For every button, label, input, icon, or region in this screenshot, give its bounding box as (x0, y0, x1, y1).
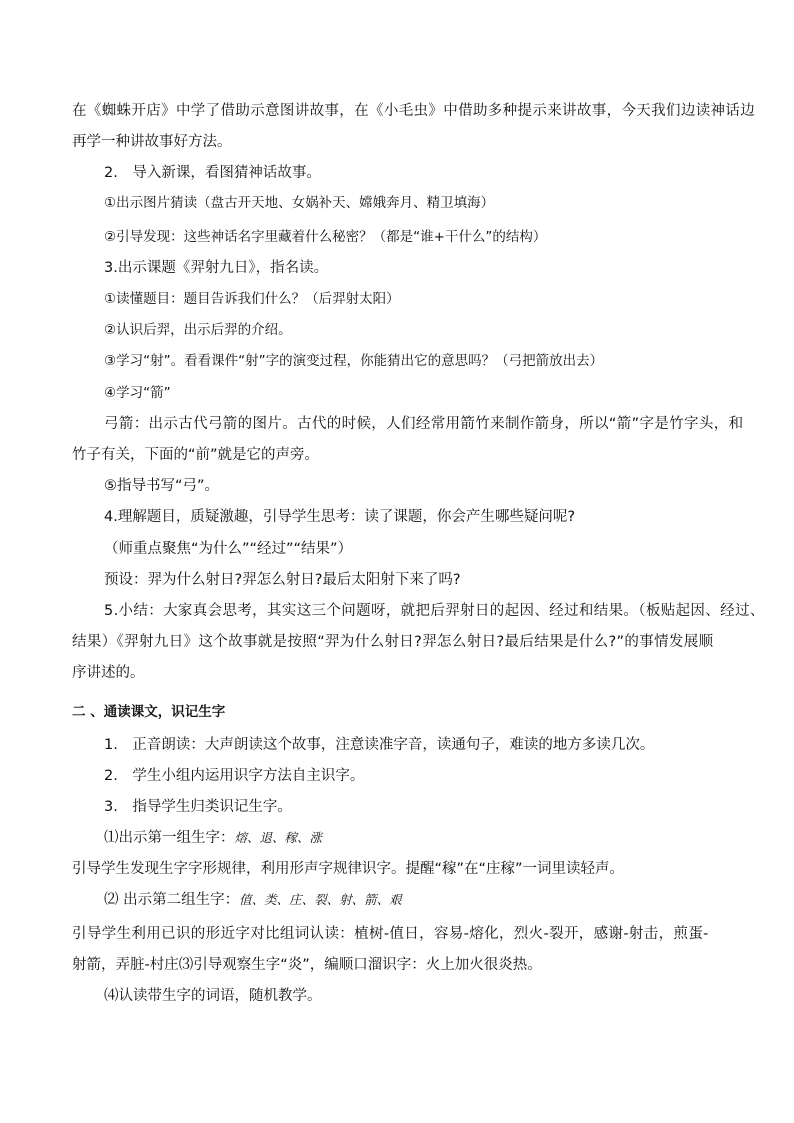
paragraph-line: 竹子有关，下面的“前”就是它的声旁。 (72, 447, 320, 463)
char-group-label: ⑵ 出示第二组生字： (104, 892, 240, 908)
paragraph-line: ④学习“箭” (104, 385, 171, 401)
paragraph-line: ③学习“射”。看看课件“射”字的演变过程，你能猜出它的意思吗？（弓把箭放出去） (104, 353, 604, 369)
step-heading: 2. 学生小组内运用识字方法自主识字。 (104, 768, 365, 784)
paragraph-line: 引导学生发现生字字形规律，利用形声字规律识字。提醒“稼”在“庄稼”一词里读轻声。 (72, 861, 625, 877)
paragraph-line: 引导学生利用已识的形近字对比组词认读：植树-值日，容易-熔化，烈火-裂开，感谢-射击，煎蛋- (72, 926, 709, 942)
paragraph-line: ②引导发现：这些神话名字里藏着什么秘密？（都是“谁+干什么”的结构） (104, 229, 547, 245)
char-group-chars: 熔、退、稼、涨 (234, 830, 323, 845)
char-group-line (104, 890, 402, 910)
char-group-chars: 值、类、庄、裂、射、箭、艰 (239, 892, 402, 907)
step-heading: 5.小结：大家真会思考，其实这三个问题呀，就把后羿射日的起因、经过和结果。（板贴起因、经过、 (104, 603, 765, 619)
paragraph-line: （师重点聚焦“为什么”“经过”“结果”） (104, 541, 353, 557)
step-heading: 3. 指导学生归类识记生字。 (104, 799, 292, 815)
paragraph-line: ①读懂题目：题目告诉我们什么？（后羿射太阳） (104, 291, 400, 307)
step-heading: 2. 导入新课，看图猜神话故事。 (104, 165, 321, 181)
paragraph-line: ⑤指导书写“弓”。 (104, 478, 220, 494)
paragraph-line: 序讲述的。 (72, 665, 145, 681)
step-heading: 3.出示课题《羿射九日》，指名读。 (104, 260, 329, 276)
paragraph-line: ②认识后羿，出示后羿的介绍。 (104, 322, 292, 338)
paragraph-line: ①出示图片猜读（盘古开天地、女娲补天、嫦娥奔月、精卫填海） (104, 195, 495, 211)
paragraph-line: 弓箭：出示古代弓箭的图片。古代的时候，人们经常用箭竹来制作箭身，所以“箭”字是竹字头，和 (104, 416, 744, 432)
char-group-label: ⑴出示第一组生字： (104, 830, 235, 846)
step-heading: 1. 正音朗读：大声朗读这个故事，注意读准字音，读通句子，难读的地方多读几次。 (104, 737, 655, 753)
paragraph-line: 在《蜘蛛开店》中学了借助示意图讲故事，在《小毛虫》中借助多种提示来讲故事，今天我们边读神话边 (72, 103, 756, 119)
paragraph-line: 结果）《羿射九日》这个故事就是按照“羿为什么射日?羿怎么射日?最后结果是什么?”的事情发展顺 (72, 634, 714, 650)
section-heading: 二 、通读课文，识记生字 (72, 704, 226, 720)
char-group-line (104, 828, 322, 848)
paragraph-line: 再学一种讲故事好方法。 (72, 134, 232, 150)
paragraph-line: 预设：羿为什么射日?羿怎么射日?最后太阳射下来了吗? (104, 572, 461, 588)
step-heading: 4.理解题目，质疑激趣，引导学生思考：读了课题，你会产生哪些疑问呢? (104, 509, 576, 525)
step-heading: ⑷认读带生字的词语，随机教学。 (104, 988, 322, 1004)
paragraph-line: 射箭，弄脏-村庄⑶引导观察生字“炎”，编顺口溜识字：火上加火很炎热。 (72, 957, 542, 973)
